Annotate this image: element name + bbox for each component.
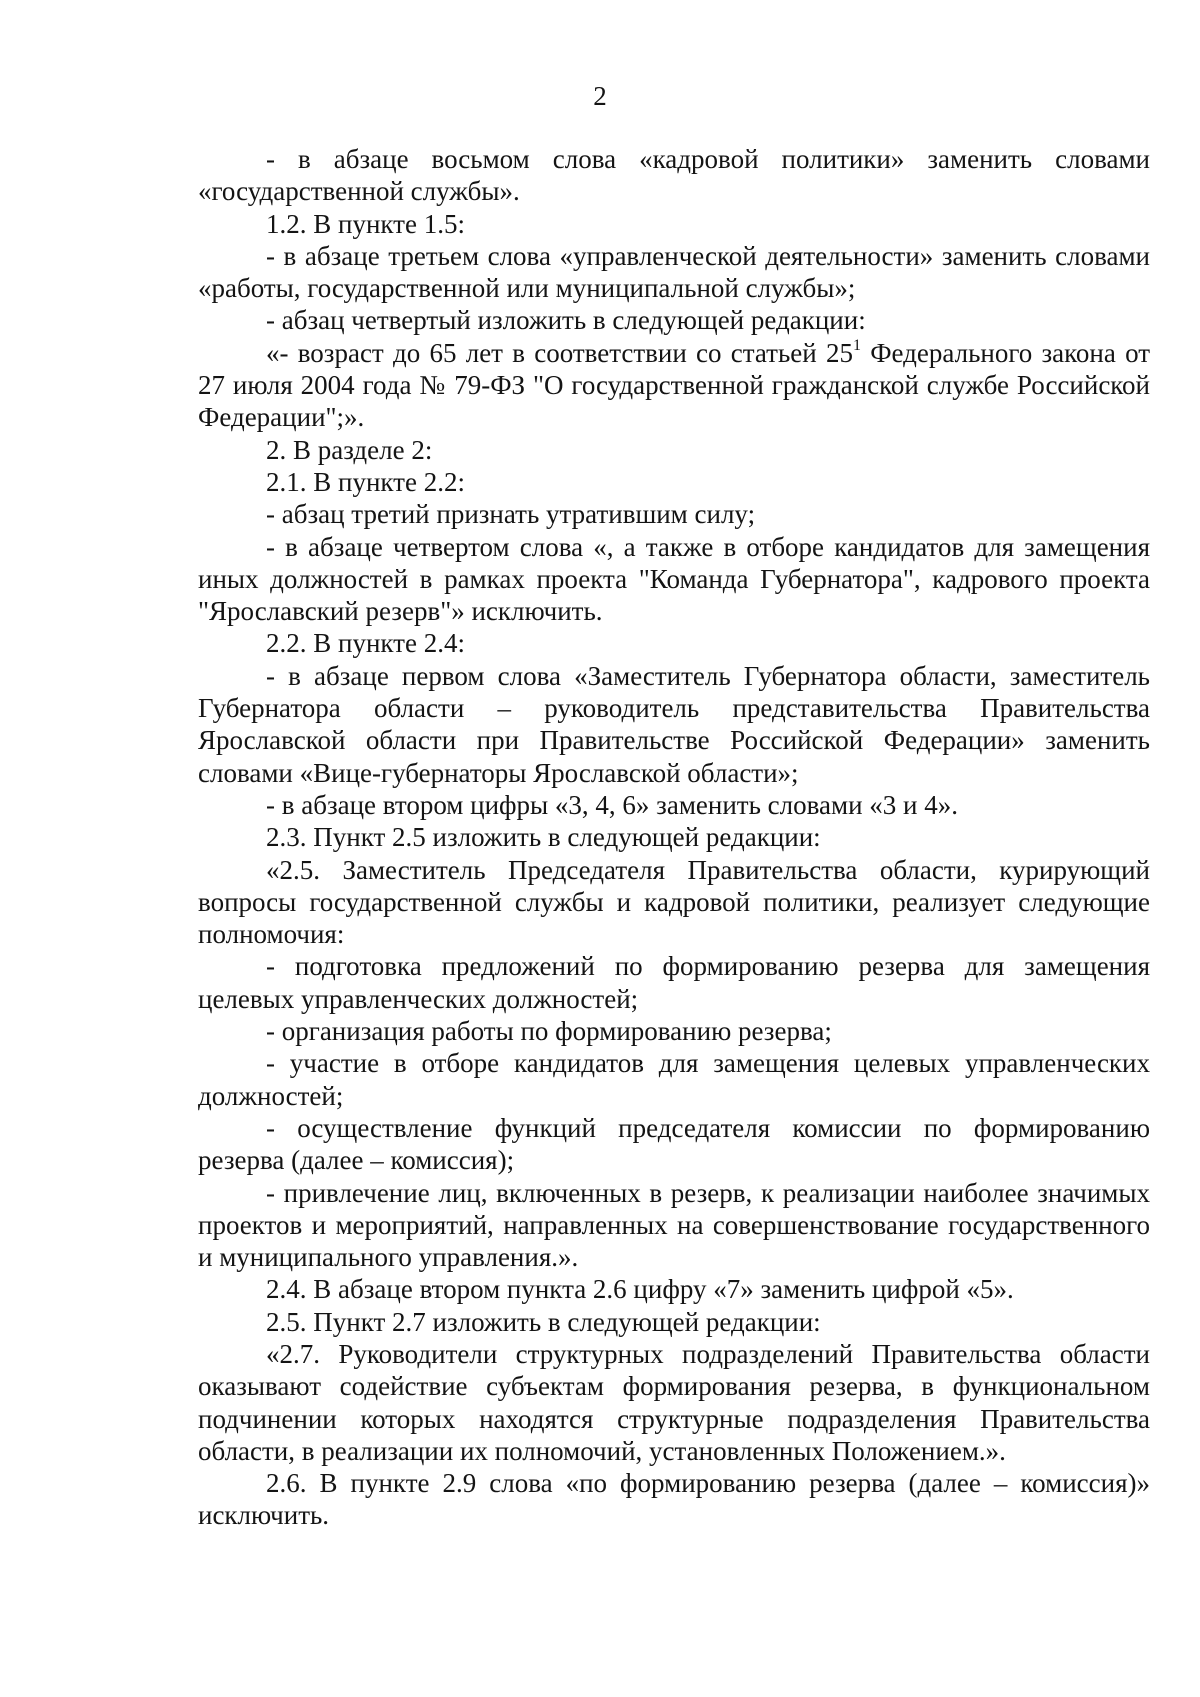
document-body <box>198 143 1150 1532</box>
paragraph-3: - в абзаце третьем слова «управленческой деятельности» заменить словами «работы, государственной или муниципальной службы»; <box>198 240 1150 304</box>
paragraph-18: - осуществление функций председателя комиссии по формированию резерва (далее – комиссия); <box>198 1112 1150 1176</box>
paragraph-22: «2.7. Руководители структурных подразделений Правительства области оказывают содействие субъектам формирования резерва, в функциональном подчинении которых находятся структурные подразделения Правительства области, в реализации их полномочий, установленных Положением.». <box>198 1338 1150 1466</box>
paragraph-7: 2.1. В пункте 2.2: <box>266 466 465 497</box>
paragraph-14: «2.5. Заместитель Председателя Правительства области, курирующий вопросы государственной службы и кадровой политики, реализует следующие полномочия: <box>198 854 1150 950</box>
paragraph-13: 2.3. Пункт 2.5 изложить в следующей редакции: <box>266 822 821 853</box>
paragraph-10: 2.2. В пункте 2.4: <box>266 628 465 659</box>
paragraph-16: - организация работы по формированию резерва; <box>266 1016 832 1047</box>
paragraph-23: 2.6. В пункте 2.9 слова «по формированию резерва (далее – комиссия)» исключить. <box>198 1468 1150 1531</box>
paragraph-21: 2.5. Пункт 2.7 изложить в следующей редакции: <box>266 1306 821 1337</box>
paragraph-9: - в абзаце четвертом слова «, а также в отборе кандидатов для замещения иных должностей в рамках проекта "Команда Губернатора", кадрового проекта "Ярославский резерв"» исключить. <box>198 531 1150 627</box>
paragraph-2: 1.2. В пункте 1.5: <box>266 208 465 239</box>
paragraph-4: - абзац четвертый изложить в следующей редакции: <box>266 305 866 336</box>
article-superscript: 1 <box>852 336 861 354</box>
paragraph-6: 2. В разделе 2: <box>266 434 433 465</box>
page-number: 2 <box>593 81 607 111</box>
paragraph-17: - участие в отборе кандидатов для замещения целевых управленческих должностей; <box>198 1048 1150 1111</box>
paragraph-12: - в абзаце втором цифры «3, 4, 6» заменить словами «3 и 4». <box>266 789 958 820</box>
paragraph-8: - абзац третий признать утратившим силу; <box>266 499 756 530</box>
paragraph-5 <box>198 337 1150 434</box>
paragraph-1: - в абзаце восьмом слова «кадровой политики» заменить словами «государственной службы». <box>198 144 1150 207</box>
paragraph-11: - в абзаце первом слова «Заместитель Губернатора области, заместитель Губернатора области – руководитель представительства Правительства Ярославской области при Правительстве Российской Федерации» заменить словами «Вице-губернаторы Ярославской области»; <box>198 660 1150 788</box>
paragraph-19: - привлечение лиц, включенных в резерв, к реализации наиболее значимых проектов и мероприятий, направленных на совершенствование государственного и муниципального управления.». <box>198 1177 1150 1273</box>
paragraph-20: 2.4. В абзаце втором пункта 2.6 цифру «7» заменить цифрой «5». <box>266 1274 1014 1305</box>
paragraph-5-start: «- возраст до 65 лет в соответствии со статьей 25 <box>266 337 853 368</box>
paragraph-5-end: Федерального закона от 27 июля 2004 года № 79-ФЗ "О государственной гражданской службе Российской Федерации";». <box>198 337 1151 433</box>
paragraph-15: - подготовка предложений по формированию резерва для замещения целевых управленческих должностей; <box>198 951 1150 1014</box>
